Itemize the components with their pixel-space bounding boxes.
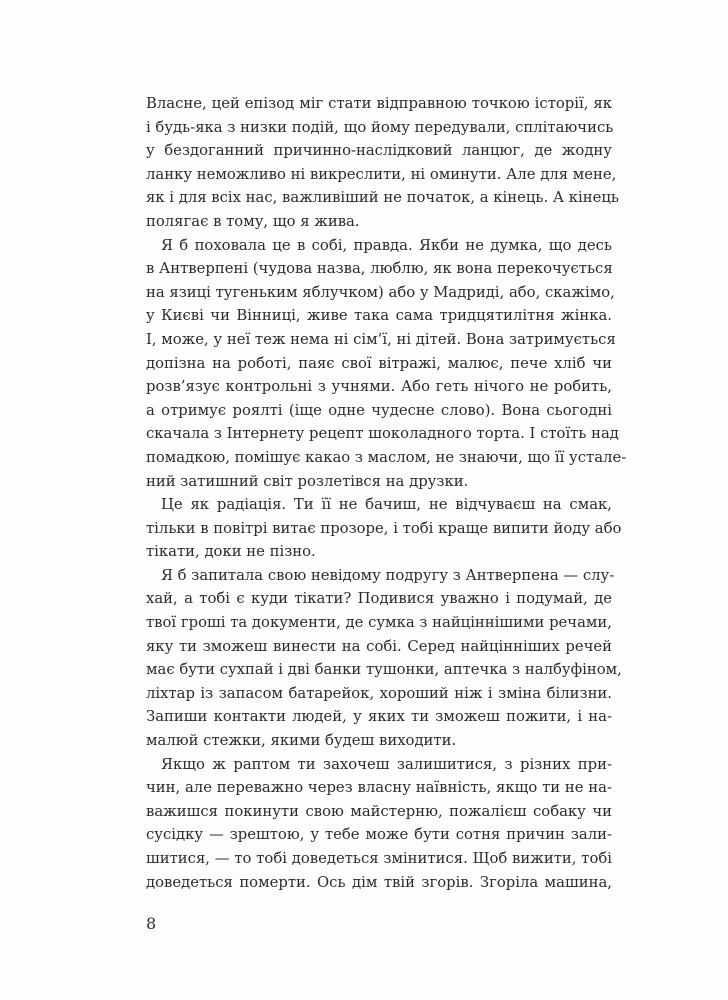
text-line: як і для всіх нас, важливіший не початок, а кінець. А кінець	[146, 189, 619, 207]
text-line: Запиши контакти людей, у яких ти зможеш пожити, і на-	[146, 708, 612, 726]
paragraph	[146, 753, 612, 895]
paragraph	[146, 234, 627, 494]
text-line: Я б поховала це в собі, правда. Якби не думка, що десь	[161, 236, 612, 254]
text-line: у бездоганний причинно-наслідковий ланцюг, де жодну	[146, 142, 612, 160]
text-line: у Києві чи Вінниці, живе така сама тридцятилітня жінка.	[146, 307, 612, 325]
body-text	[146, 92, 627, 894]
text-line: в Антверпені (чудова назва, люблю, як вона перекочується	[146, 260, 613, 278]
text-line: сусідку — зрештою, у тебе може бути сотня причин зали-	[146, 826, 612, 844]
text-line: розв’язує контрольні з учнями. Або геть нічого не робить,	[146, 378, 612, 396]
text-line: важишся покинути свою майстерню, пожалієш собаку чи	[146, 802, 612, 820]
text-line: тільки в повітрі витає прозоре, і тобі краще випити йоду або	[146, 519, 622, 537]
text-line: полягає в тому, що я жива.	[146, 212, 360, 230]
text-line: ланку неможливо ні викреслити, ні оминути. Але для мене,	[146, 165, 617, 183]
text-line: малюй стежки, якими будеш виходити.	[146, 732, 457, 750]
text-line: шитися, — то тобі доведеться змінитися. Щоб вижити, тобі	[146, 850, 612, 867]
text-line: ліхтар із запасом батарейок, хороший ніж і зміна білизни.	[146, 684, 612, 702]
paragraph	[146, 92, 619, 234]
paragraph	[146, 493, 622, 564]
text-line: скачала з Інтернету рецепт шоколадного торта. І стоїть над	[146, 425, 619, 443]
text-line: тікати, доки не пізно.	[146, 543, 316, 561]
text-line: ний затишний світ розлетівся на друзки.	[146, 472, 469, 490]
text-line: твої гроші та документи, де сумка з найціннішими речами,	[146, 614, 612, 632]
text-line: Це як радіація. Ти її не бачиш, не відчуваєш на смак,	[161, 496, 612, 514]
text-line: Власне, цей епізод міг стати відправною точкою історії, як	[146, 95, 612, 112]
text-line: допізна на роботі, паяє свої вітражі, малює, пече хліб чи	[146, 354, 612, 372]
text-line: а отримує роялті (іще одне чудесне слово). Вона сьогодні	[146, 401, 612, 419]
paragraph	[146, 564, 622, 753]
page-number: 8	[146, 914, 157, 933]
text-line: яку ти зможеш винести на собі. Серед найцінніших речей	[146, 637, 612, 655]
text-line: на язиці тугеньким яблучком) або у Мадриді, або, скажімо,	[146, 283, 615, 301]
text-line: Я б запитала свою невідому подругу з Антверпена — слу-	[161, 566, 615, 584]
text-line: і будь-яка з низки подій, що йому передували, сплітаючись	[146, 118, 614, 136]
text-line: хай, а тобі є куди тікати? Подивися уважно і подумай, де	[146, 590, 612, 608]
text-line: чин, але переважно через власну наївність, якщо ти не на-	[146, 779, 612, 797]
text-line: помадкою, помішує какао з маслом, не знаючи, що її устале-	[146, 448, 627, 466]
text-line: доведеться померти. Ось дім твій згорів. Згоріла машина,	[146, 873, 612, 891]
text-line: Якщо ж раптом ти захочеш залишитися, з різних при-	[161, 755, 612, 773]
text-line: І, може, у неї теж нема ні сім’ї, ні дітей. Вона затримується	[146, 330, 616, 348]
text-line: має бути сухпай і дві банки тушонки, аптечка з налбуфіном,	[146, 661, 622, 679]
